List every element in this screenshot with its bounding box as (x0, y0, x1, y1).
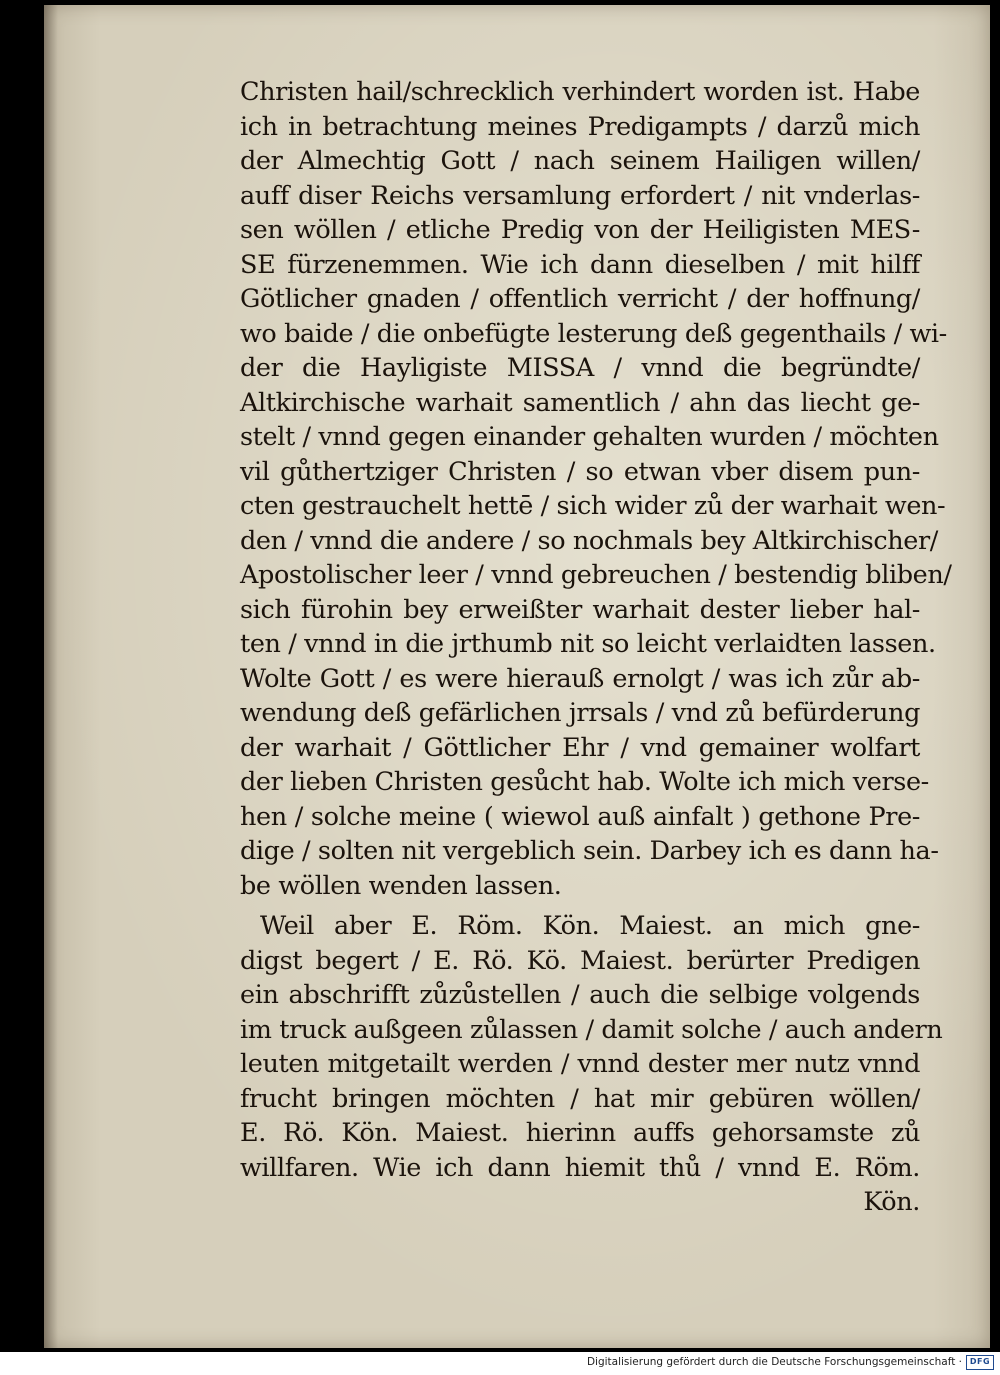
dfg-logo: DFG (966, 1355, 994, 1370)
text-line: stelt / vnnd gegen einander gehalten wurden / möchten (240, 422, 939, 452)
text-line: der Almechtig Gott / nach seinem Hailigen willen/ (240, 146, 920, 176)
text-line: sich fürohin bey erweißter warhait dester lieber hal- (240, 594, 920, 625)
paragraph-2-line: digst begert / E. Rö. Kö. Maiest. berürter Predigen (240, 945, 920, 976)
text-line: auff diser Reichs versamlung erfordert / nit vnderlas- (240, 180, 920, 211)
paragraph-2-line: im truck außgeen zůlassen / damit solche / auch andern (240, 1014, 943, 1045)
text-line: ten / vnnd in die jrthumb nit so leicht verlaidten lassen. (240, 629, 936, 659)
paragraph-2-line: E. Rö. Kön. Maiest. hierinn auffs gehorsamste zů (240, 1118, 920, 1148)
text-line: Wolte Gott / es were hierauß ernolgt / was ich zůr ab- (240, 663, 920, 694)
paragraph-2-line: frucht bringen möchten / hat mir gebüren wöllen/ (240, 1083, 920, 1114)
text-line: Christen hail/schrecklich verhindert worden ist. Habe (240, 77, 920, 107)
text-line: sen wöllen / etliche Predig von der Heiligisten MES- (240, 215, 920, 245)
text-line: vil gůthertziger Christen / so etwan vber disem pun- (240, 456, 920, 487)
text-line: SE fürzenemmen. Wie ich dann dieselben / mit hilff (240, 249, 920, 280)
text-line: hen / solche meine ( wiewol auß ainfalt ) gethone Pre- (240, 801, 920, 832)
text-line: den / vnnd die andere / so nochmals bey Altkirchischer/ (240, 525, 938, 556)
text-line: cten gestrauchelt hettē / sich wider zů der warhait wen- (240, 491, 946, 521)
page-text-block (240, 75, 952, 1220)
text-line: be wöllen wenden lassen. (240, 870, 562, 901)
text-line: der warhait / Göttlicher Ehr / vnd gemainer wolfart (240, 732, 920, 763)
paragraph-2-line: ein abschrifft zůzůstellen / auch die selbige volgends (240, 980, 920, 1010)
text-line: ich in betrachtung meines Predigampts / darzů mich (240, 111, 920, 142)
text-line: Altkirchische warhait samentlich / ahn das liecht ge- (240, 387, 920, 418)
funding-credit: Digitalisierung gefördert durch die Deutsche Forschungsgemeinschaft · (586, 1356, 962, 1368)
text-line: dige / solten nit vergeblich sein. Darbey ich es dann ha- (240, 836, 939, 866)
text-line: wo baide / die onbefügte lesterung deß gegenthails / wi- (240, 318, 947, 349)
text-line: der die Hayligiste MISSA / vnnd die begründte/ (240, 353, 920, 383)
text-line: Apostolischer leer / vnnd gebreuchen / bestendig bliben/ (240, 560, 952, 590)
text-line: wendung deß gefärlichen jrrsals / vnd zů befürderung (240, 698, 920, 728)
paragraph-2-line: willfaren. Wie ich dann hiemit thů / vnnd E. Röm. (240, 1152, 920, 1183)
catchword: Kön. (863, 1187, 920, 1217)
digitization-footer (0, 1352, 1000, 1375)
paragraph-2-line: leuten mitgetailt werden / vnnd dester mer nutz vnnd (240, 1049, 920, 1079)
text-line: Götlicher gnaden / offentlich verricht / der hoffnung/ (240, 284, 920, 314)
paragraph-2-line: Weil aber E. Röm. Kön. Maiest. an mich gne- (260, 911, 920, 941)
page-gutter-shadow (44, 5, 58, 1348)
text-line: der lieben Christen gesůcht hab. Wolte ich mich verse- (240, 767, 929, 797)
